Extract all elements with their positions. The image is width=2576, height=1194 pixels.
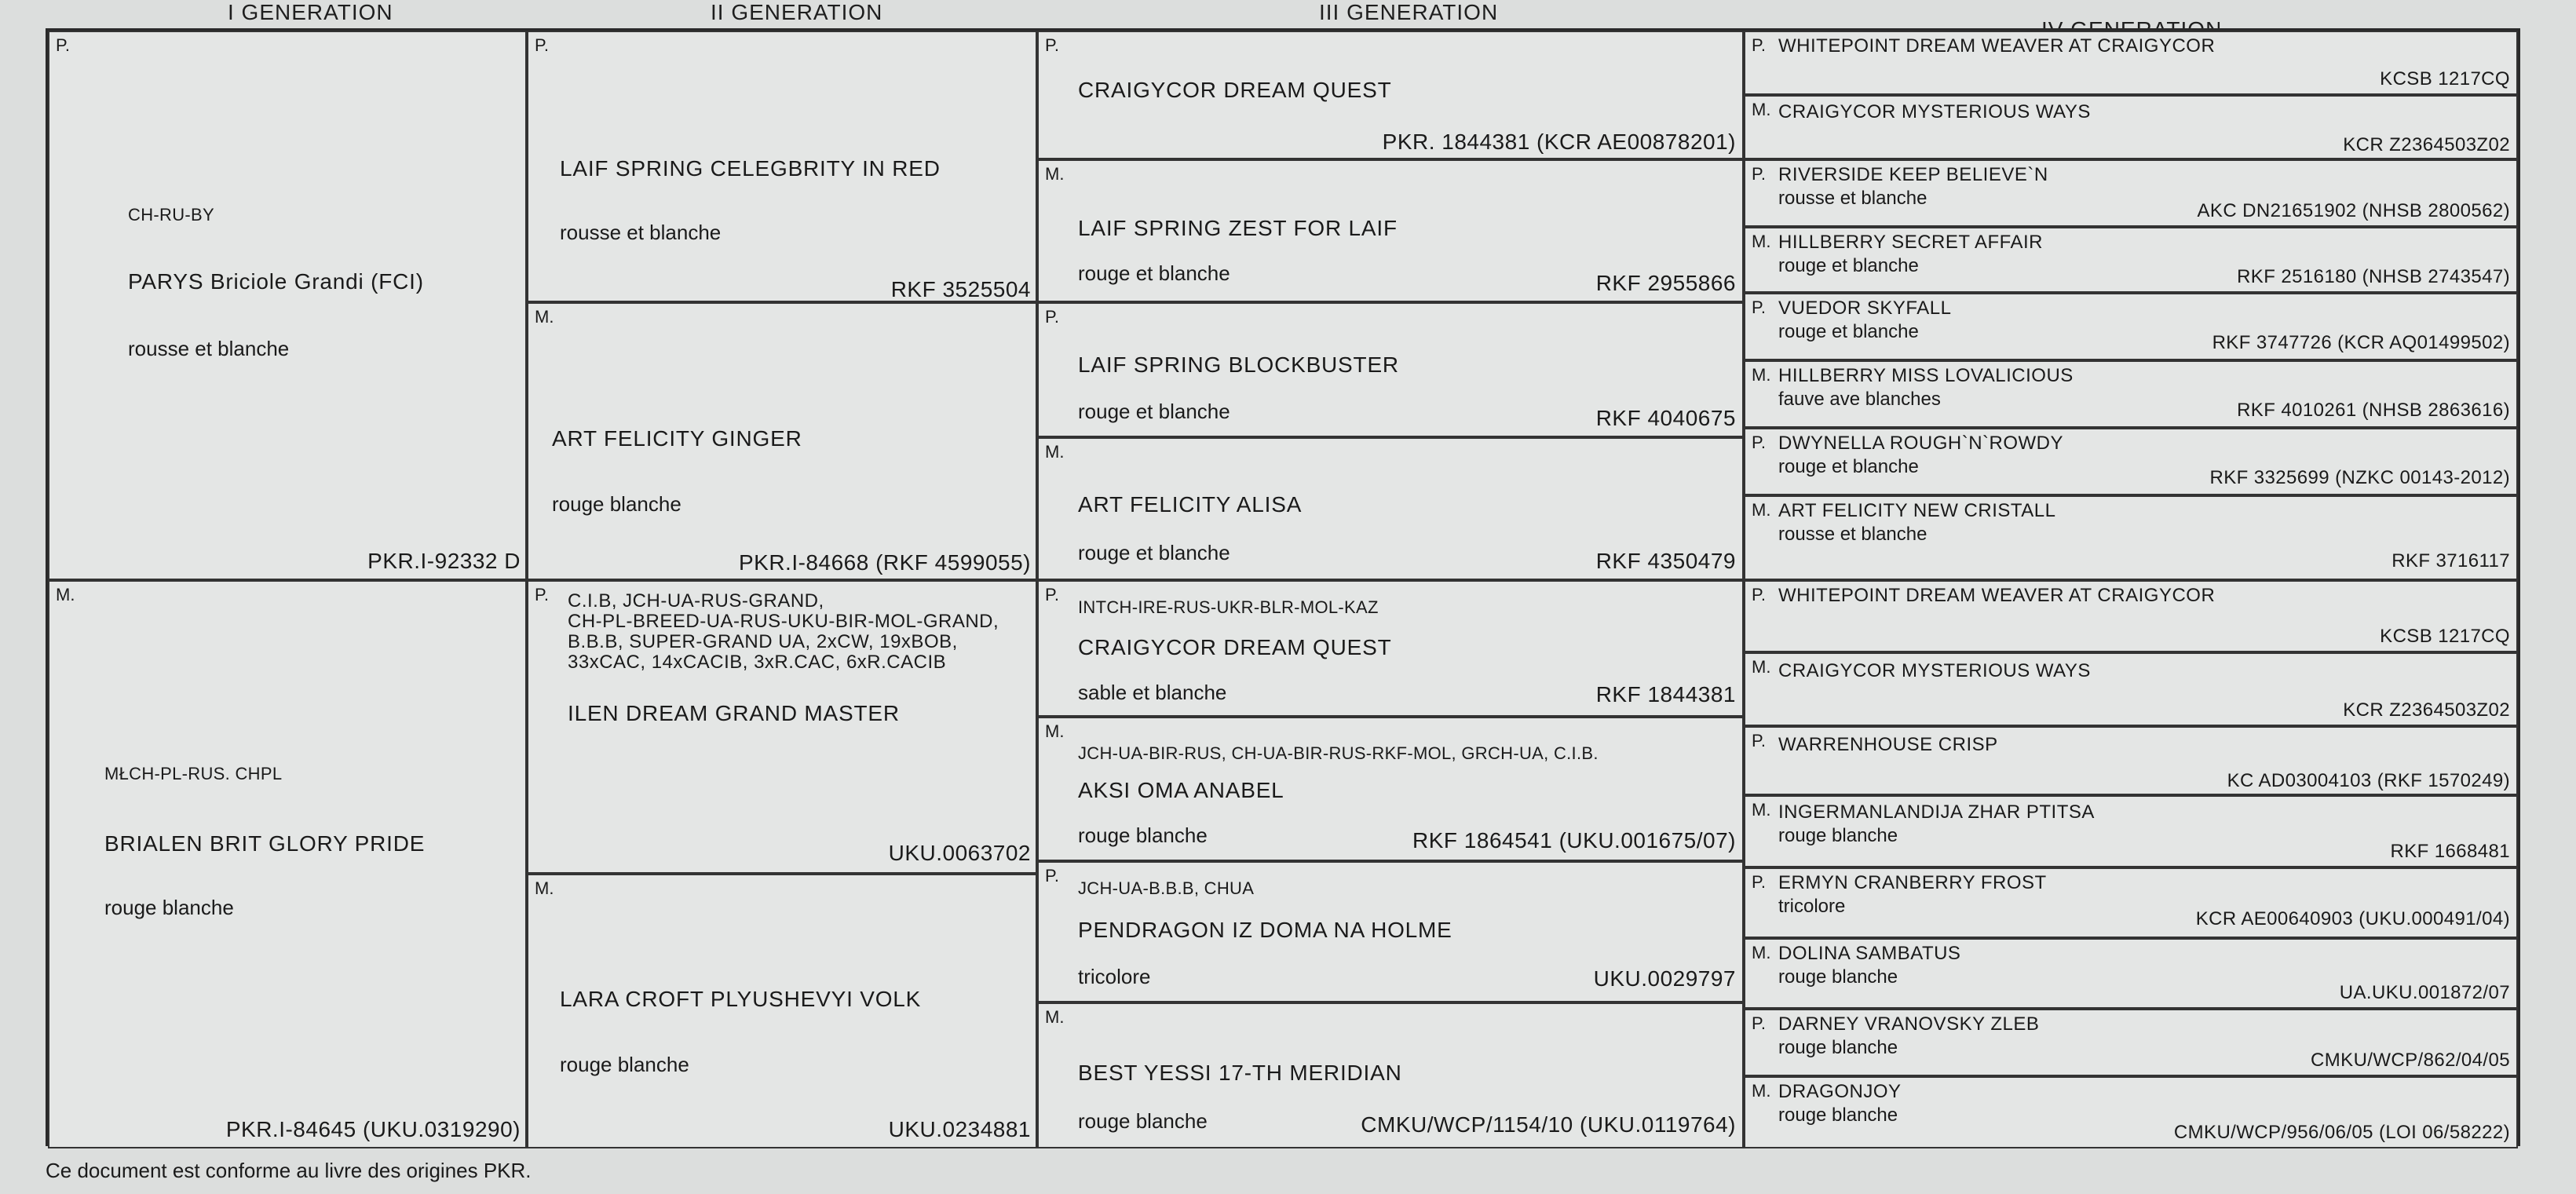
sex-mark: M. [1045, 442, 1065, 462]
registration-number: RKF 2516180 (NHSB 2743547) [2237, 266, 2510, 287]
gen4-cell-14 [1744, 938, 2518, 1009]
sex-mark: M. [1045, 1007, 1065, 1027]
sex-mark: M. [1752, 100, 1771, 119]
registration-number: UKU.0063702 [888, 841, 1031, 865]
coat-color: sable et blanche [1078, 681, 1227, 704]
gen4-cell-3 [1744, 159, 2518, 227]
registration-number: RKF 3325699 (NZKC 00143-2012) [2209, 467, 2510, 488]
registration-number: RKF 4010261 (NHSB 2863616) [2237, 400, 2510, 421]
sex-mark: P. [1045, 585, 1059, 604]
dog-name: BRIALEN BRIT GLORY PRIDE [104, 831, 426, 856]
titles: CH-RU-BY [128, 205, 214, 225]
gen2-header: II GENERATION [711, 0, 883, 24]
titles: JCH-UA-B.B.B, CHUA [1078, 878, 1255, 898]
gen2-p1-cell [527, 31, 1037, 302]
sex-mark: M. [1752, 657, 1771, 677]
sex-mark: M. [1752, 1081, 1771, 1101]
dog-name: ART FELICITY ALISA [1078, 492, 1303, 517]
gen4-cell-12 [1744, 795, 2518, 867]
dog-name: CRAIGYCOR MYSTERIOUS WAYS [1778, 101, 2091, 122]
dog-name: ERMYN CRANBERRY FROST [1778, 872, 2047, 893]
registration-number: RKF 1844381 [1595, 682, 1736, 707]
sex-mark: M. [1045, 164, 1065, 184]
sex-mark: P. [1752, 872, 1766, 892]
gen4-cell-2 [1744, 95, 2518, 159]
registration-number: RKF 2955866 [1595, 271, 1736, 295]
dog-name: ART FELICITY NEW CRISTALL [1778, 500, 2056, 521]
gen4-cell-7 [1744, 428, 2518, 495]
titles: MŁCH-PL-RUS. CHPL [104, 764, 283, 783]
coat-color: rouge blanche [1778, 1105, 1898, 1126]
registration-number: KCR Z2364503Z02 [2343, 134, 2510, 155]
coat-color: rousse et blanche [128, 337, 290, 360]
dog-name: LARA CROFT PLYUSHEVYI VOLK [560, 987, 922, 1011]
gen4-cell-10 [1744, 652, 2518, 726]
dog-name: WHITEPOINT DREAM WEAVER AT CRAIGYCOR [1778, 35, 2216, 57]
titles-line: C.I.B, JCH-UA-RUS-GRAND, [568, 590, 824, 612]
registration-number: RKF 4350479 [1595, 549, 1736, 573]
sex-mark: M. [56, 585, 75, 604]
coat-color: rouge et blanche [1778, 321, 1919, 342]
registration-number: UKU.0029797 [1593, 966, 1736, 991]
gen4-cell-13 [1744, 867, 2518, 938]
sex-mark: M. [1752, 365, 1771, 385]
sex-mark: P. [1752, 1013, 1766, 1033]
dog-name: HILLBERRY MISS LOVALICIOUS [1778, 365, 2074, 386]
dog-name: LAIF SPRING BLOCKBUSTER [1078, 352, 1399, 377]
titles: JCH-UA-BIR-RUS, CH-UA-BIR-RUS-RKF-MOL, GRCH-UA, C.I.B. [1078, 743, 1599, 763]
gen4-cell-1 [1744, 31, 2518, 95]
sex-mark: M. [1752, 800, 1771, 820]
sex-mark: P. [1752, 433, 1766, 452]
coat-color: rouge blanche [104, 896, 234, 919]
registration-number: CMKU/WCP/862/04/05 [2311, 1050, 2510, 1071]
dog-name: CRAIGYCOR DREAM QUEST [1078, 635, 1392, 659]
coat-color: rouge blanche [1078, 1109, 1208, 1133]
registration-number: RKF 1864541 (UKU.001675/07) [1412, 828, 1736, 853]
dog-name: DARNEY VRANOVSKY ZLEB [1778, 1013, 2040, 1035]
gen4-cell-6 [1744, 360, 2518, 428]
dog-name: AKSI OMA ANABEL [1078, 778, 1284, 802]
gen1-mother-cell [48, 580, 527, 1148]
gen3-cell-7 [1037, 861, 1744, 1002]
coat-color: rouge blanche [552, 492, 681, 516]
gen4-cell-15 [1744, 1009, 2518, 1076]
dog-name: VUEDOR SKYFALL [1778, 298, 1952, 319]
sex-mark: P. [1045, 866, 1059, 885]
gen3-cell-1 [1037, 31, 1744, 159]
gen2-p2-cell [527, 580, 1037, 874]
gen4-cell-5 [1744, 293, 2518, 360]
coat-color: rouge blanche [1778, 966, 1898, 988]
sex-mark: M. [1045, 721, 1065, 741]
dog-name: LAIF SPRING ZEST FOR LAIF [1078, 216, 1398, 240]
registration-number: UKU.0234881 [888, 1117, 1031, 1141]
titles-line: 33xCAC, 14xCACIB, 3xR.CAC, 6xR.CACIB [568, 652, 947, 673]
sex-mark: P. [1045, 307, 1059, 327]
sex-mark: M. [535, 307, 554, 327]
dog-name: PENDRAGON IZ DOMA NA HOLME [1078, 918, 1452, 942]
gen3-header: III GENERATION [1319, 0, 1499, 24]
document-footer: Ce document est conforme au livre des origines PKR. [46, 1159, 532, 1182]
sex-mark: P. [535, 585, 549, 604]
registration-number: KCR Z2364503Z02 [2343, 699, 2510, 721]
sex-mark: P. [1752, 585, 1766, 604]
gen3-cell-5 [1037, 580, 1744, 717]
titles [568, 591, 999, 673]
registration-number: AKC DN21651902 (NHSB 2800562) [2197, 200, 2510, 221]
dog-name: DWYNELLA ROUGH`N`ROWDY [1778, 433, 2064, 454]
registration-number: RKF 4040675 [1595, 406, 1736, 430]
registration-number: KCR AE00640903 (UKU.000491/04) [2195, 908, 2510, 929]
sex-mark: M. [535, 878, 554, 898]
registration-number: UA.UKU.001872/07 [2339, 982, 2510, 1003]
titles: INTCH-IRE-RUS-UKR-BLR-MOL-KAZ [1078, 597, 1379, 617]
registration-number: PKR.I-84645 (UKU.0319290) [225, 1117, 521, 1141]
pedigree-table [46, 28, 2520, 1146]
dog-name: INGERMANLANDIJA ZHAR PTITSA [1778, 801, 2095, 823]
dog-name: HILLBERRY SECRET AFFAIR [1778, 232, 2043, 253]
registration-number: KCSB 1217CQ [2380, 68, 2510, 89]
registration-number: RKF 1668481 [2390, 841, 2510, 862]
dog-name: PARYS Briciole Grandi (FCI) [128, 269, 424, 294]
gen4-cell-11 [1744, 726, 2518, 795]
coat-color: fauve ave blanches [1778, 389, 1941, 410]
coat-color: rousse et blanche [560, 221, 722, 244]
gen3-cell-6 [1037, 717, 1744, 861]
gen1-father-cell [48, 31, 527, 580]
coat-color: rouge et blanche [1078, 400, 1230, 423]
coat-color: rouge blanche [1778, 825, 1898, 846]
dog-name: ILEN DREAM GRAND MASTER [568, 701, 900, 725]
dog-name: LAIF SPRING CELEGBRITY IN RED [560, 156, 941, 181]
dog-name: DRAGONJOY [1778, 1081, 1902, 1102]
titles-line: B.B.B, SUPER-GRAND UA, 2xCW, 19xBOB, [568, 631, 958, 652]
dog-name: WHITEPOINT DREAM WEAVER AT CRAIGYCOR [1778, 585, 2216, 606]
sex-mark: P. [56, 35, 70, 55]
sex-mark: P. [1752, 731, 1766, 750]
registration-number: PKR. 1844381 (KCR AE00878201) [1382, 130, 1736, 154]
coat-color: rouge et blanche [1778, 255, 1919, 276]
coat-color: rouge et blanche [1778, 456, 1919, 477]
coat-color: rousse et blanche [1778, 524, 1927, 545]
registration-number: KCSB 1217CQ [2380, 626, 2510, 647]
dog-name: WARRENHOUSE CRISP [1778, 734, 1998, 755]
coat-color: rouge et blanche [1078, 541, 1230, 564]
gen4-cell-4 [1744, 227, 2518, 293]
registration-number: KC AD03004103 (RKF 1570249) [2227, 770, 2510, 791]
registration-number: PKR.I-84668 (RKF 4599055) [738, 550, 1031, 575]
sex-mark: M. [1752, 500, 1771, 520]
gen4-cell-9 [1744, 580, 2518, 652]
registration-number: CMKU/WCP/1154/10 (UKU.0119764) [1361, 1112, 1736, 1137]
coat-color: rouge blanche [1078, 823, 1208, 847]
gen3-cell-4 [1037, 437, 1744, 580]
gen4-cell-16 [1744, 1076, 2518, 1148]
dog-name: CRAIGYCOR DREAM QUEST [1078, 78, 1392, 102]
dog-name: ART FELICITY GINGER [552, 426, 802, 451]
coat-color: tricolore [1078, 965, 1151, 988]
sex-mark: M. [1752, 943, 1771, 962]
sex-mark: P. [1045, 35, 1059, 55]
coat-color: tricolore [1778, 896, 1846, 917]
coat-color: rousse et blanche [1778, 188, 1927, 209]
coat-color: rouge blanche [560, 1053, 689, 1076]
dog-name: DOLINA SAMBATUS [1778, 943, 1961, 964]
sex-mark: P. [1752, 298, 1766, 317]
gen3-cell-8 [1037, 1002, 1744, 1148]
sex-mark: P. [1752, 35, 1766, 55]
gen2-m1-cell [527, 302, 1037, 580]
gen3-cell-3 [1037, 302, 1744, 437]
gen4-cell-8 [1744, 495, 2518, 580]
coat-color: rouge blanche [1778, 1037, 1898, 1058]
registration-number: RKF 3747726 (KCR AQ01499502) [2212, 332, 2510, 353]
dog-name: RIVERSIDE KEEP BELIEVE`N [1778, 164, 2048, 185]
registration-number: PKR.I-92332 D [367, 549, 521, 573]
titles-line: CH-PL-BREED-UA-RUS-UKU-BIR-MOL-GRAND, [568, 611, 999, 632]
gen3-cell-2 [1037, 159, 1744, 302]
coat-color: rouge et blanche [1078, 261, 1230, 285]
sex-mark: M. [1752, 232, 1771, 251]
dog-name: CRAIGYCOR MYSTERIOUS WAYS [1778, 660, 2091, 681]
dog-name: BEST YESSI 17-TH MERIDIAN [1078, 1061, 1402, 1085]
sex-mark: P. [535, 35, 549, 55]
sex-mark: P. [1752, 164, 1766, 184]
gen1-header: I GENERATION [228, 0, 393, 24]
gen2-m2-cell [527, 874, 1037, 1148]
registration-number: RKF 3525504 [890, 277, 1031, 301]
registration-number: CMKU/WCP/956/06/05 (LOI 06/58222) [2173, 1122, 2510, 1143]
registration-number: RKF 3716117 [2391, 550, 2510, 571]
